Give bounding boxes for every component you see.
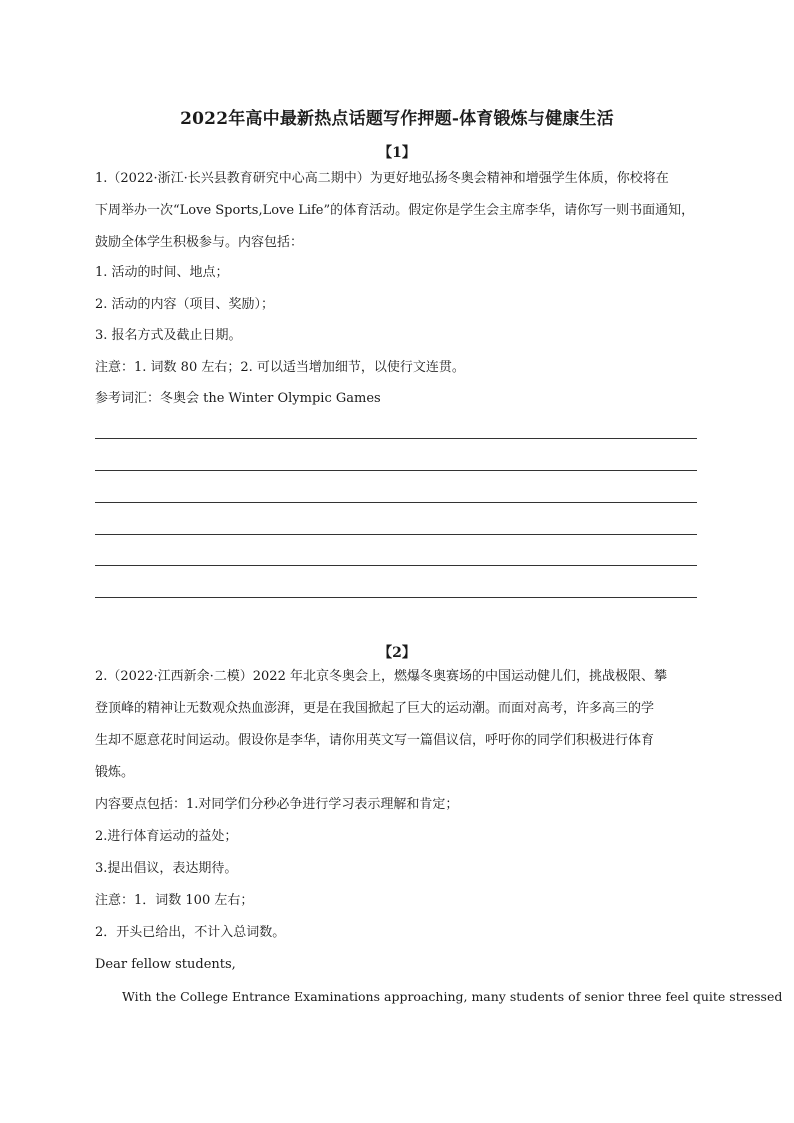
answer-line [95, 565, 697, 566]
section-2-line: 2.（2022·江西新余·二模）2022 年北京冬奥会上，燃爆冬奥赛场的中国运动健儿们，挑战极限、攀 [95, 669, 667, 684]
section-1-line: 2. 活动的内容（项目、奖励）； [95, 297, 275, 312]
section-2-line: 2．开头已给出，不计入总词数。 [95, 925, 286, 940]
section-1-line: 3. 报名方式及截止日期。 [95, 328, 242, 343]
section-1-line: 注意：1. 词数 80 左右；2. 可以适当增加细节，以使行文连贯。 [95, 360, 465, 375]
section-2-line: 注意：1．词数 100 左右； [95, 893, 254, 908]
section-1-line: 下周举办一次“Love Sports,Love Life”的体育活动。假定你是学生会主席李华，请你写一则书面通知， [95, 203, 695, 218]
section-2-line: 3.提出倡议，表达期待。 [95, 861, 238, 876]
answer-line [95, 438, 697, 439]
section-2-heading: 【2】 [378, 645, 416, 661]
letter-salutation: Dear fellow students, [95, 957, 236, 972]
section-2-line: 登顶峰的精神让无数观众热血澎湃，更是在我国掀起了巨大的运动潮。而面对高考，许多高三的学 [95, 701, 655, 716]
section-1-heading: 【1】 [378, 145, 416, 161]
section-1-line: 参考词汇：冬奥会 the Winter Olympic Games [95, 391, 381, 406]
section-2-line: 生却不愿意花时间运动。假设你是李华，请你用英文写一篇倡议信，呼吁你的同学们积极进行体育 [95, 733, 655, 748]
section-2-line: 锻炼。 [95, 765, 135, 780]
section-1-line: 鼓励全体学生积极参与。内容包括： [95, 235, 304, 250]
page-title: 2022年高中最新热点话题写作押题-体育锻炼与健康生活 [180, 109, 614, 129]
answer-line [95, 502, 697, 503]
answer-line [95, 534, 697, 535]
letter-opening-line: With the College Entrance Examinations approaching, many students of senior three feel quite stressed [122, 989, 783, 1004]
section-1-line: 1. 活动的时间、地点； [95, 265, 229, 280]
answer-line [95, 597, 697, 598]
answer-line [95, 470, 697, 471]
section-1-line: 1.（2022·浙江·长兴县教育研究中心高二期中）为更好地弘扬冬奥会精神和增强学生体质，你校将在 [95, 171, 669, 186]
section-2-line: 内容要点包括：1.对同学们分秒必争进行学习表示理解和肯定； [95, 797, 459, 812]
section-2-line: 2.进行体育运动的益处； [95, 829, 238, 844]
